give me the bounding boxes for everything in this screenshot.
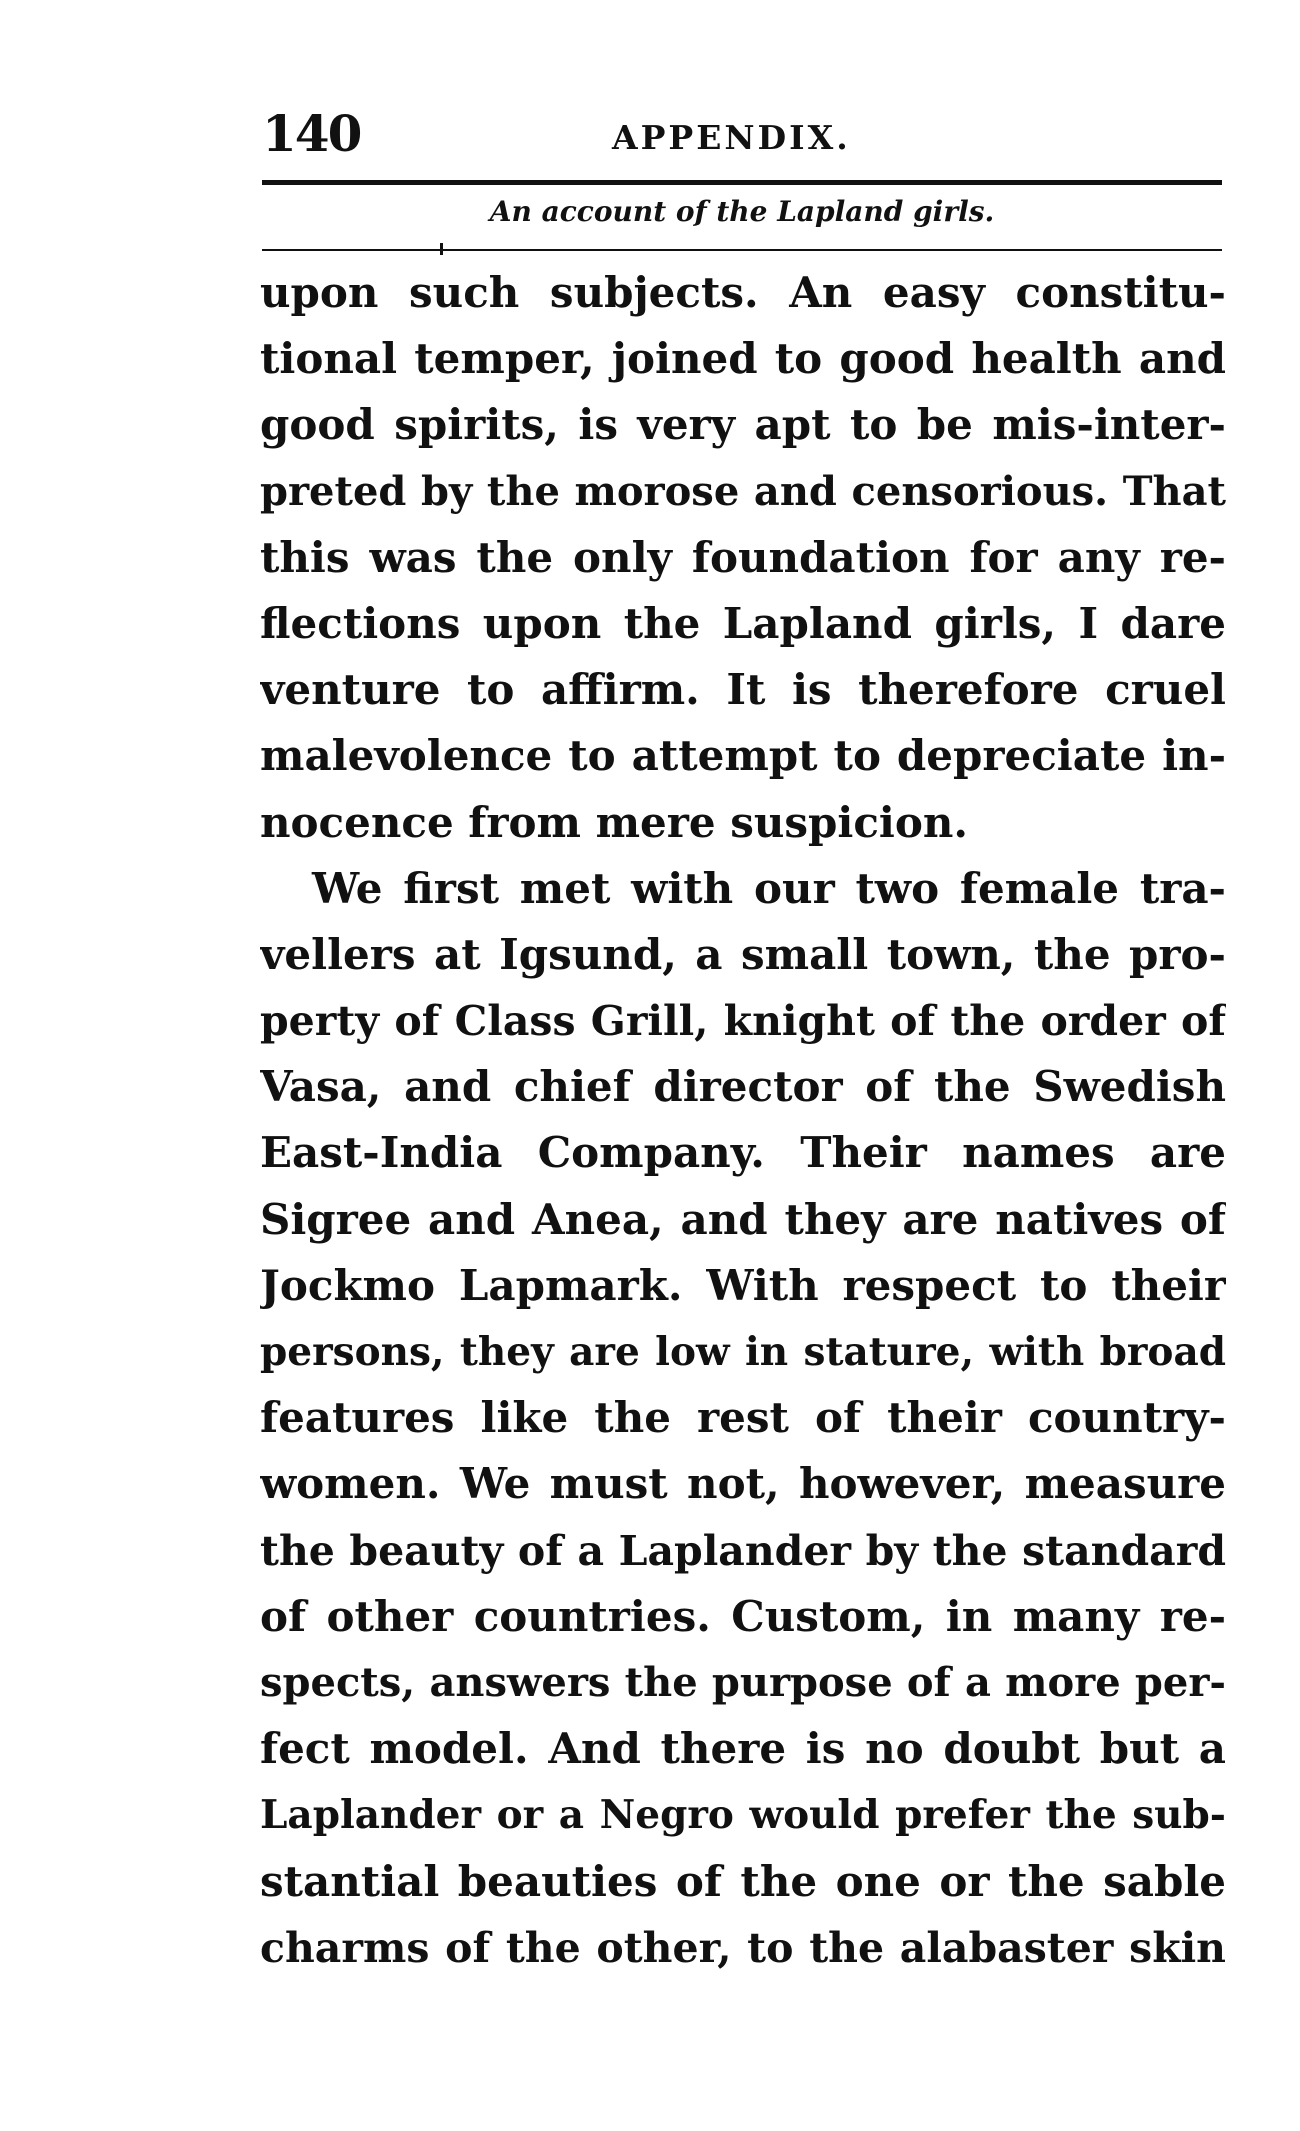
text-line: Sigree and Anea, and they are natives of [260,1194,1226,1244]
text-line: tional temper, joined to good health and [260,334,1226,384]
page-number: 140 [262,104,361,163]
text-line: Laplander or a Negro would prefer the sub- [260,1792,1226,1839]
text-line: this was the only foundation for any re- [260,532,1226,582]
text-line: of other countries. Custom, in many re- [260,1591,1226,1641]
text-line: upon such subjects. An easy constitu- [260,268,1226,317]
text-line: nocence from mere suspicion. [260,797,969,847]
text-line: Jockmo Lapmark. With respect to their [260,1260,1226,1310]
text-line: We first met with our two female tra- [312,863,1226,913]
text-line: stantial beauties of the one or the sable [260,1856,1226,1906]
header-rule-bottom [262,249,1222,251]
body-text [260,260,1226,1981]
text-line: women. We must not, however, measure [260,1459,1226,1509]
text-line: perty of Class Grill, knight of the order of [260,997,1226,1046]
text-line: vellers at Igsund, a small town, the pro- [260,929,1226,979]
text-line: fect model. And there is no doubt but a [260,1724,1226,1774]
text-line: good spirits, is very apt to be mis-inter- [260,400,1226,450]
rule-ornament [440,243,443,255]
text-line: the beauty of a Laplander by the standard [260,1526,1226,1575]
header-rule-top [262,180,1222,185]
text-line: venture to affirm. It is therefore cruel [260,665,1226,715]
section-title: APPENDIX. [612,118,851,157]
text-line: preted by the morose and censorious. That [260,467,1226,515]
text-line: flections upon the Lapland girls, I dare [260,598,1226,648]
text-line: East-India Company. Their names are [260,1128,1226,1178]
text-line: persons, they are low in stature, with broad [260,1329,1226,1375]
text-line: spects, answers the purpose of a more per- [260,1658,1226,1706]
text-line: features like the rest of their country- [260,1393,1226,1443]
chapter-subtitle: An account of the Lapland girls. [489,195,995,228]
running-head [262,104,1222,174]
text-line: charms of the other, to the alabaster skin [260,1923,1226,1972]
text-line: Vasa, and chief director of the Swedish [260,1062,1226,1112]
text-line: malevolence to attempt to depreciate in- [260,731,1226,781]
